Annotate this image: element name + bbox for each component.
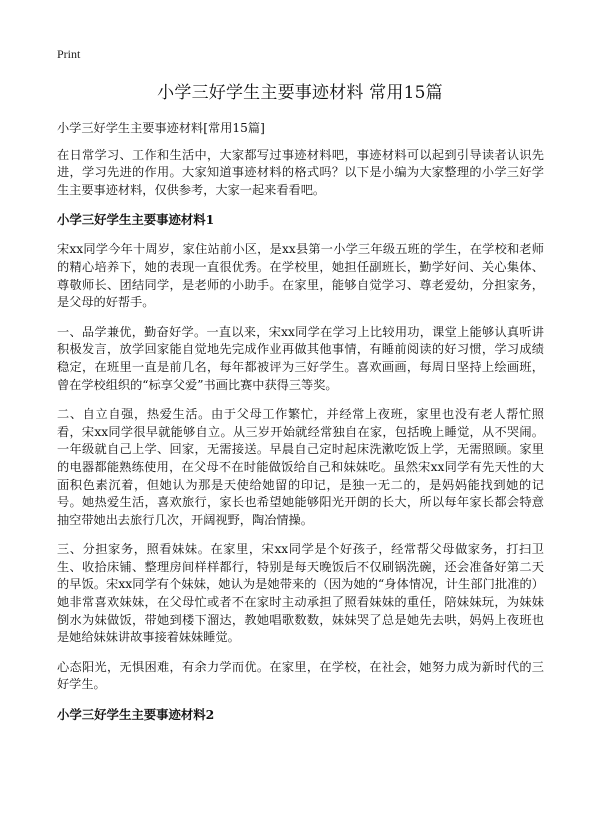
document-subtitle: 小学三好学生主要事迹材料[常用15篇] bbox=[57, 121, 265, 135]
print-link[interactable]: Print bbox=[57, 47, 81, 61]
body-paragraph: 三、分担家务，照看妹妹。在家里，宋xx同学是个好孩子，经常帮父母做家务，打扫卫生、收拾床铺、整理房间样样都行，特别是每天晚饭后不仅刷锅洗碗，还会准备好第二天的早饭。宋xx同学有个妹妹，她认为是她带来的（因为她的“身体情况，计生部门批准的）她非常喜欢妹妹，在父母忙或者不在家时主动承担了照看妹妹的重任，陪妹妹玩，为妹妹倒水为妹做饭，带她到楼下溜达，教她唱歌数数，妹妹哭了总是她先去哄，妈妈上夜班也是她给妹妹讲故事接着妹妹睡觉。 bbox=[57, 542, 544, 645]
body-paragraph: 宋xx同学今年十周岁，家住站前小区，是xx县第一小学三年级五班的学生，在学校和老师的精心培养下，她的表现一直很优秀。在学校里，她担任副班长，勤学好问、关心集体、尊敬师长、团结同学，是老师的小助手。在家里，能够自觉学习、尊老爱幼，分担家务，是父母的好帮手。 bbox=[57, 242, 544, 310]
section-heading-2: 小学三好学生主要事迹材料2 bbox=[57, 707, 215, 723]
section-heading-1: 小学三好学生主要事迹材料1 bbox=[57, 212, 215, 228]
intro-paragraph: 在日常学习、工作和生活中，大家都写过事迹材料吧，事迹材料可以起到引导读者认识先进，学习先进的作用。大家知道事迹材料的格式吗？以下是小编为大家整理的小学三好学生主要事迹材料，仅供参考，大家一起来看看吧。 bbox=[57, 147, 544, 197]
page-title: 小学三好学生主要事迹材料 常用15篇 bbox=[157, 83, 443, 103]
body-paragraph: 心态阳光，无惧困难，有余力学而优。在家里，在学校，在社会，她努力成为新时代的三好学生。 bbox=[57, 659, 544, 692]
document-body bbox=[57, 120, 544, 736]
body-paragraph: 二、自立自强，热爱生活。由于父母工作繁忙，并经常上夜班，家里也没有老人帮忙照看，宋xx同学很早就能够自立。从三岁开始就经常独自在家，包括晚上睡觉，从不哭闹。一年级就自己上学、回家，无需接送。早晨自己定时起床洗漱吃饭上学，无需照顾。家里的电器都能熟练使用，在父母不在时能做饭给自己和妹妹吃。虽然宋xx同学有先天性的大面积色素沉着，但她认为那是天使给她留的印记，是独一无二的，是妈妈能找到她的记号。她热爱生活，喜欢旅行，家长也希望她能够阳光开朗的长大，所以每年家长都会特意抽空带她出去旅行几次，开阔视野，陶冶情操。 bbox=[57, 407, 544, 527]
body-paragraph: 一、品学兼优，勤奋好学。一直以来，宋xx同学在学习上比较用功，课堂上能够认真听讲积极发言，放学回家能自觉地先完成作业再做其他事情，有睡前阅读的好习惯，学习成绩稳定，在班里一直是前几名，每年都被评为三好学生。喜欢画画，每周日坚持上绘画班，曾在学校组织的“标享父爱”书画比赛中获得三等奖。 bbox=[57, 324, 544, 392]
